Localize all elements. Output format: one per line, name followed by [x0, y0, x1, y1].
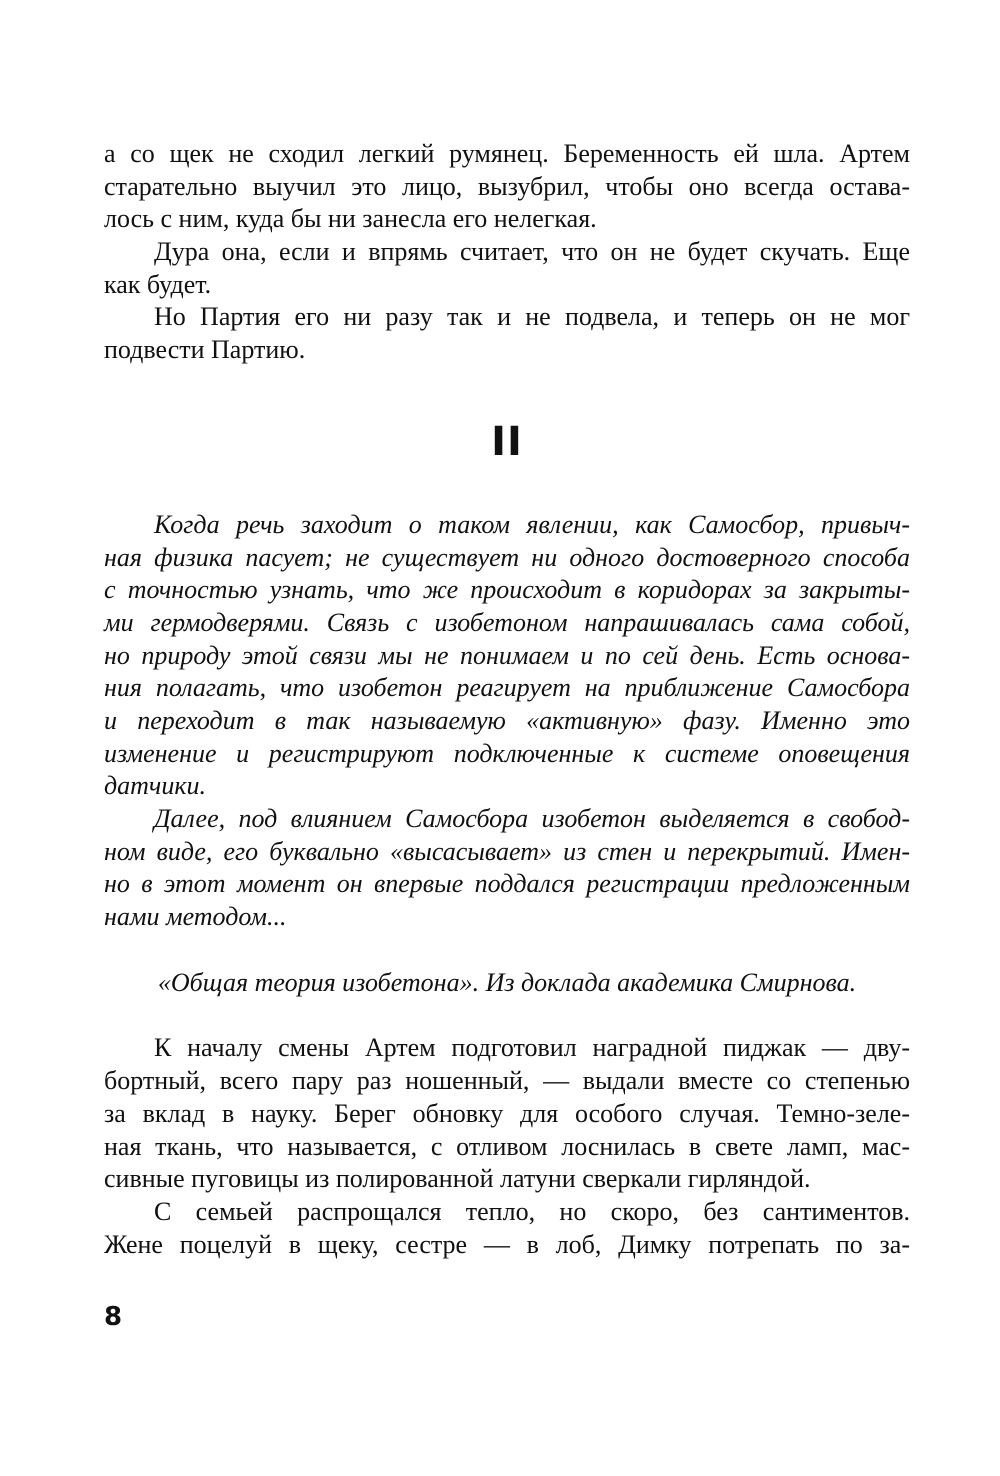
text-line: С семьей распрощался тепло, но скоро, без сантиментов.	[154, 1196, 910, 1226]
epigraph-source: «Общая теория изобетона». Из доклада академика Смирнова.	[157, 967, 857, 997]
text-line: лось с ним, куда бы ни занесла его нелегкая.	[104, 204, 597, 234]
paragraph	[104, 301, 910, 366]
text-line: а со щек не сходил легкий румянец. Беременность ей шла. Артем	[104, 139, 910, 168]
page-number: 8	[104, 1302, 123, 1332]
text-line: но природу этой связи мы не понимаем и по сей день. Есть основа-	[104, 640, 910, 670]
text-line: ми гермодверями. Связь с изобетоном напрашивалась сама собой,	[104, 607, 910, 637]
text-line: К началу смены Артем подготовил наградной пиджак — дву-	[154, 1033, 910, 1063]
paragraph	[104, 236, 910, 301]
text-line: изменение и регистрируют подключенные к системе оповещения	[104, 738, 910, 768]
section-heading-block	[104, 367, 910, 509]
text-line: ном виде, его буквально «высасывает» из стен и перекрытий. Имен-	[104, 836, 910, 866]
paragraph	[104, 1196, 910, 1261]
text-line: как будет.	[104, 269, 212, 299]
text-line: ная ткань, что называется, с отливом лоснилась в свете ламп, мас-	[104, 1131, 910, 1161]
text-line: подвести Партию.	[104, 335, 306, 365]
text-line: но в этот момент он впервые поддался регистрации предложенным	[104, 869, 910, 899]
text-line: Дура она, если и впрямь считает, что он не будет скучать. Еще	[154, 237, 910, 267]
text-line: Когда речь заходит о таком явлении, как Самосбор, привыч-	[154, 509, 910, 539]
text-line: старательно выучил это лицо, вызубрил, чтобы оно всегда остава-	[104, 171, 910, 201]
paragraph	[104, 138, 910, 236]
epigraph	[104, 509, 910, 1033]
spacer	[104, 934, 910, 967]
epigraph-paragraph	[104, 803, 910, 934]
text-line: с точностью узнать, что же происходит в коридорах за закрыты-	[104, 575, 910, 605]
text-line: Но Партия его ни разу так и не подвела, и теперь он не мог	[154, 302, 910, 332]
text-line: Далее, под влиянием Самосбора изобетон выделяется в свобод-	[154, 804, 910, 833]
paragraph	[104, 1032, 910, 1195]
text-line: и переходит в так называемую «активную» фазу. Именно это	[104, 705, 910, 735]
section-number: II	[491, 418, 523, 465]
text-line: ния полагать, что изобетон реагирует на приближение Самосбора	[104, 673, 910, 703]
epigraph-paragraph	[104, 509, 910, 803]
text-line: ная физика пасует; не существует ни одного достоверного способа	[104, 542, 910, 572]
text-line: сивные пуговицы из полированной латуни сверкали гирляндой.	[104, 1164, 811, 1194]
text-line: датчики.	[104, 771, 206, 801]
text-line: Жене поцелуй в щеку, сестре — в лоб, Димку потрепать по за-	[104, 1229, 910, 1259]
text-line: бортный, всего пару раз ношенный, — выдали вместе со степенью	[104, 1066, 910, 1096]
page-body	[104, 138, 910, 1261]
text-line: за вклад в науку. Берег обновку для особого случая. Темно-зеле-	[104, 1098, 910, 1128]
text-line: нами методом...	[104, 902, 287, 932]
spacer	[104, 999, 910, 1032]
